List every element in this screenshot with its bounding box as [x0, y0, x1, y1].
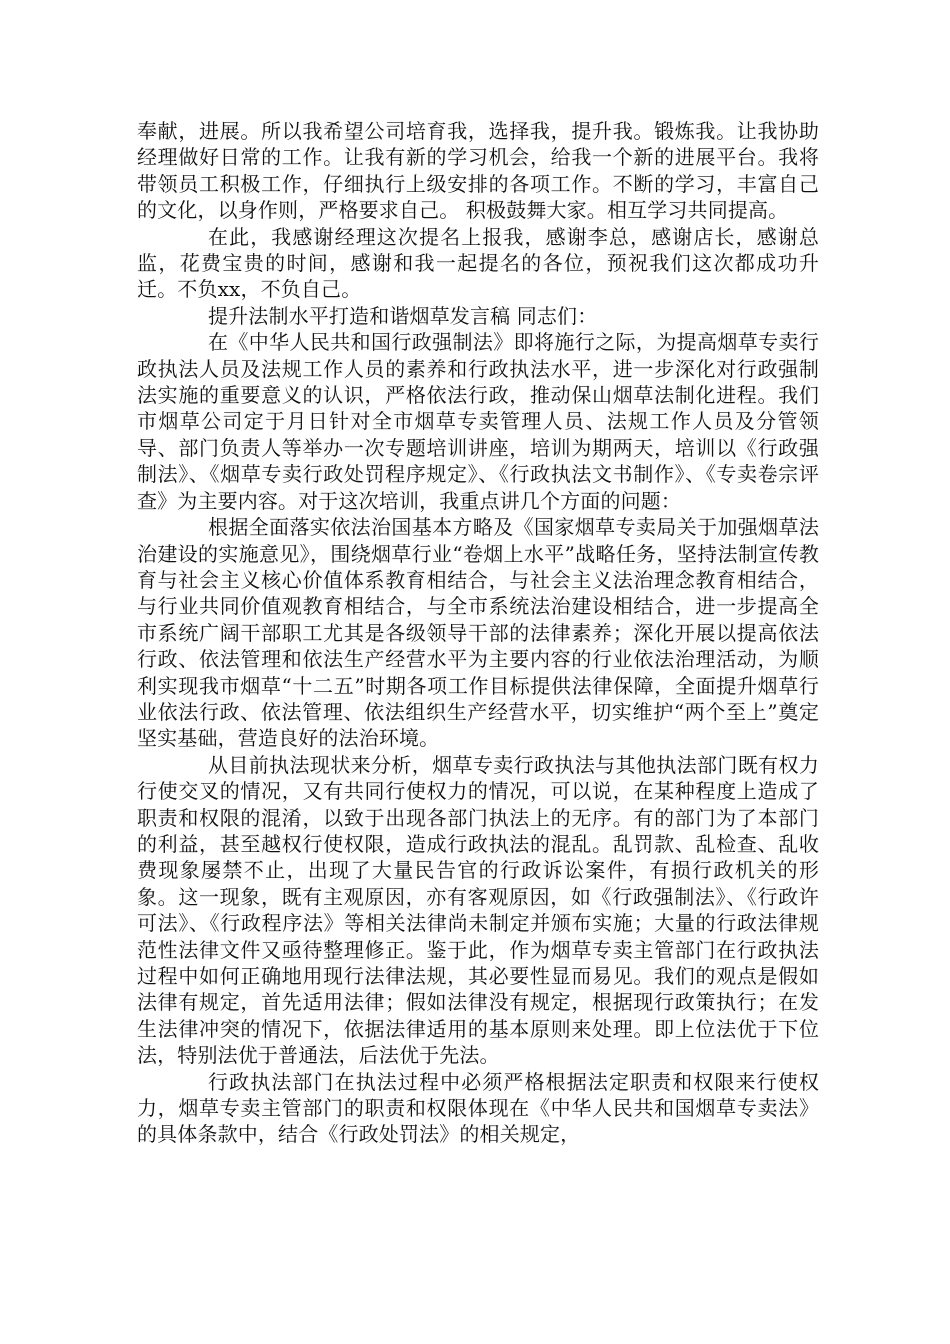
paragraph-3-heading: 提升法制水平打造和谐烟草发言稿 同志们：	[208, 303, 598, 328]
document-body	[137, 118, 819, 1148]
paragraph-6: 从目前执法现状来分析，烟草专卖行政执法与其他执法部门既有权力行使交叉的情况，又有共同行使权力的情况，可以说，在某种程度上造成了职责和权限的混淆，以致于出现各部门执法上的无序。有的部门为了本部门的利益，甚至越权行使权限，造成行政执法的混乱。乱罚款、乱检查、乱收费现象屡禁不止，出现了大量民告官的行政诉讼案件，有损行政机关的形象。这一现象，既有主观原因，亦有客观原因，如《行政强制法》、《行政许可法》、《行政程序法》等相关法律尚未制定并颁布实施；大量的行政法律规范性法律文件又亟待整理修正。鉴于此，作为烟草专卖主管部门在行政执法过程中如何正确地用现行法律法规，其必要性显而易见。我们的观点是假如法律有规定，首先适用法律；假如法律没有规定，根据现行政策执行；在发生法律冲突的情况下，依据法律适用的基本原则来处理。即上位法优于下位法，特别法优于普通法，后法优于先法。	[137, 752, 819, 1068]
paragraph-4: 在《中华人民共和国行政强制法》即将施行之际，为提高烟草专卖行政执法人员及法规工作人员的素养和行政执法水平，进一步深化对行政强制法实施的重要意义的认识，严格依法行政，推动保山烟草法制化进程。我们市烟草公司定于月日针对全市烟草专卖管理人员、法规工作人员及分管领导、部门负责人等举办一次专题培训讲座，培训为期两天，培训以《行政强制法》、《烟草专卖行政处罚程序规定》、《行政执法文书制作》、《专卖卷宗评查》为主要内容。对于这次培训，我重点讲几个方面的问题：	[137, 330, 819, 513]
paragraph-2: 在此，我感谢经理这次提名上报我，感谢李总，感谢店长，感谢总监，花费宝贵的时间，感谢和我一起提名的各位，预祝我们这次都成功升迁。不负xx，不负自己。	[137, 224, 819, 302]
paragraph-1: 奉献，进展。所以我希望公司培育我，选择我，提升我。锻炼我。让我协助经理做好日常的工作。让我有新的学习机会，给我一个新的进展平台。我将带领员工积极工作，仔细执行上级安排的各项工作。不断的学习，丰富自己的文化，以身作则，严格要求自己。 积极鼓舞大家。相互学习共同提高。	[137, 119, 819, 223]
paragraph-5: 根据全面落实依法治国基本方略及《国家烟草专卖局关于加强烟草法治建设的实施意见》，围绕烟草行业“卷烟上水平”战略任务，坚持法制宣传教育与社会主义核心价值体系教育相结合，与社会主义法治理念教育相结合，与行业共同价值观教育相结合，与全市系统法治建设相结合，进一步提高全市系统广阔干部职工尤其是各级领导干部的法律素养；深化开展以提高依法行政、依法管理和依法生产经营水平为主要内容的行业依法治理活动，为顺利实现我市烟草“十二五”时期各项工作目标提供法律保障，全面提升烟草行业依法行政、依法管理、依法组织生产经营水平，切实维护“两个至上”奠定坚实基础，营造良好的法治环境。	[137, 515, 819, 751]
paragraph-7: 行政执法部门在执法过程中必须严格根据法定职责和权限来行使权力，烟草专卖主管部门的职责和权限体现在《中华人民共和国烟草专卖法》的具体条款中，结合《行政处罚法》的相关规定，	[137, 1069, 819, 1147]
